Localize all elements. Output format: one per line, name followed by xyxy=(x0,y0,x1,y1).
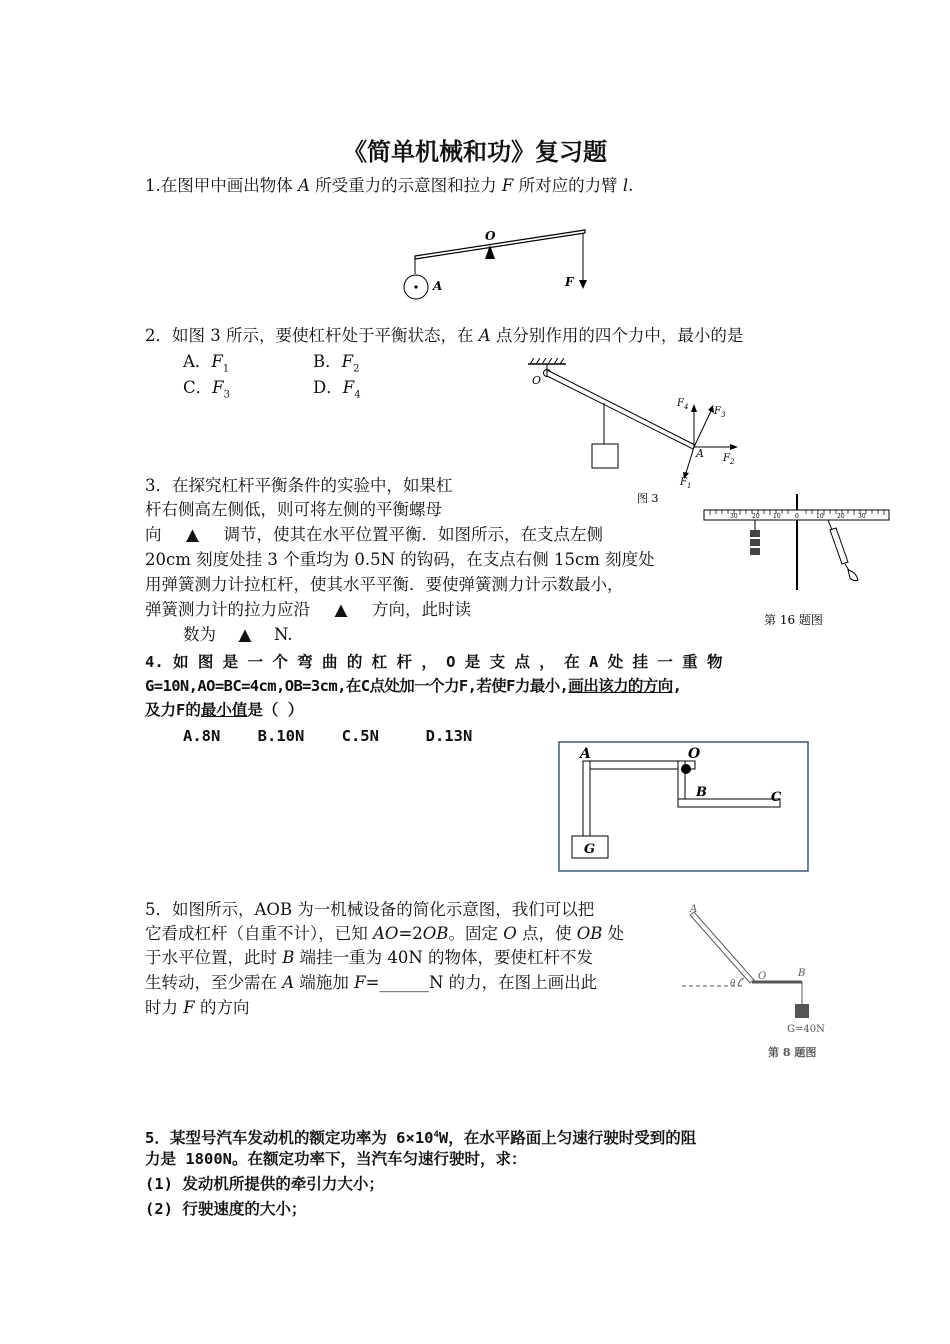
q2-stem: 2．如图 3 所示，要使杠杆处于平衡状态，在 A 点分别作用的四个力中，最小的是 xyxy=(145,326,744,345)
q2-label-a: A xyxy=(696,447,704,460)
q2-label-f2: $F_2$ xyxy=(723,453,735,466)
q3-tick-label: 30 xyxy=(858,513,866,520)
q6-line2: 力是 1800N。在额定功率下，当汽车匀速行驶时，求： xyxy=(145,1150,527,1168)
q3-tick-label: 20 xyxy=(752,513,760,520)
q3-blank-1[interactable]: ▲ xyxy=(186,525,199,544)
q6-line4: (2) 行驶速度的大小； xyxy=(145,1200,307,1218)
q3-tick-label: 10 xyxy=(773,513,781,520)
q2-option-b: B．$F_2$ xyxy=(313,352,360,375)
q4-label-b: B xyxy=(696,785,707,800)
page-title: 《简单机械和功》复习题 xyxy=(343,137,607,166)
q4-options: A.8N B.10N C.5N D.13N xyxy=(183,727,473,745)
q2-label-f4: $F_4$ xyxy=(677,398,689,411)
q2-label-f1: $F_1$ xyxy=(680,477,692,490)
q2-option-a: A．$F_1$ xyxy=(183,352,230,375)
q4-label-o: O xyxy=(688,746,701,762)
q4-bent-lever-figure xyxy=(558,741,810,873)
q5-label-b: B xyxy=(798,968,806,979)
q1-text: 1.在图甲中画出物体 A 所受重力的示意图和拉力 F 所对应的力臂 l. xyxy=(145,176,634,195)
q3-tick-label: 20 xyxy=(837,513,845,520)
q2-caption: 图 3 xyxy=(637,492,659,505)
q3-blank-3[interactable]: ▲ xyxy=(238,625,252,644)
q3-line5: 用弹簧测力计拉杠杆，使其水平平衡．要使弹簧测力计示数最小， xyxy=(145,575,624,594)
q2-label-f3: $F_3$ xyxy=(714,406,726,419)
q1-label-a: A xyxy=(433,279,443,293)
q3-ruler-lever-figure xyxy=(700,490,895,635)
q6-line1: 5．某型号汽车发动机的额定功率为 $6\times 10^4W$，在水平路面上匀速行驶时受到的阻 xyxy=(145,1129,697,1148)
q5-line2: 它看成杠杆（自重不计），已知 AO=2OB。固定 O 点，使 OB 处 xyxy=(145,924,625,943)
q5-line5: 时力 F 的方向 xyxy=(145,998,250,1017)
q1-label-o: O xyxy=(485,229,496,243)
q2-option-d: D．$F_4$ xyxy=(313,378,361,401)
q3-line6: 弹簧测力计的拉力应沿 ▲ 方向，此时读 xyxy=(145,598,471,622)
q4-label-g: G xyxy=(584,842,596,857)
q5-label-g: G=40N xyxy=(787,1024,825,1035)
q3-tick-label: 10 xyxy=(816,513,824,520)
q3-blank-2[interactable]: ▲ xyxy=(334,600,348,619)
q3-line2: 杆右侧高左侧低，则可将左侧的平衡螺母 xyxy=(145,500,442,519)
q3-line7: 数为 ▲ N. xyxy=(183,623,293,647)
q4-line2: G=10N,AO=BC=4cm,OB=3cm,在C点处加一个力F,若使F力最小,画出该力的方向, xyxy=(145,677,682,695)
q2-option-c: C．$F_3$ xyxy=(183,378,230,401)
q3-line1: 3．在探究杠杆平衡条件的实验中，如果杠 xyxy=(145,476,453,495)
q5-lever-figure xyxy=(672,900,842,1068)
q3-tick-label: 0 xyxy=(795,513,799,520)
q4-label-a: A xyxy=(580,746,591,762)
q5-line3: 于水平位置，此时 B 端挂一重为 40N 的物体，要使杠杆不发 xyxy=(145,948,594,967)
q5-label-theta: θ xyxy=(730,979,736,989)
q5-label-a: A xyxy=(690,904,698,915)
q5-line1: 5．如图所示，AOB 为一机械设备的简化示意图，我们可以把 xyxy=(145,900,595,919)
q3-tick-label: 30 xyxy=(730,513,738,520)
q2-lever-figure xyxy=(520,358,750,508)
q4-line1: 4. 如 图 是 一 个 弯 曲 的 杠 杆 ， O 是 支 点 ， 在 A 处 挂 一 重 物 xyxy=(145,653,723,671)
q1-label-f: F xyxy=(565,275,574,289)
q3-caption: 第 16 题图 xyxy=(764,613,823,627)
q5-caption: 第 8 题图 xyxy=(768,1046,817,1059)
q1-lever-figure xyxy=(395,222,595,304)
q3-line3: 向 ▲ 调节，使其在水平位置平衡．如图所示，在支点左侧 xyxy=(145,523,603,547)
q6-line3: (1) 发动机所提供的牵引力大小； xyxy=(145,1175,384,1193)
q3-line4: 20cm 刻度处挂 3 个重均为 0.5N 的钩码，在支点右侧 15cm 刻度处 xyxy=(145,550,655,569)
q5-label-o: O xyxy=(758,971,767,982)
q4-label-c: C xyxy=(771,790,782,805)
q4-line3: 及力F的最小值是（ ） xyxy=(145,701,304,719)
q2-label-o: O xyxy=(532,374,542,387)
q5-line4: 生转动，至少需在 A 端施加 F=______N 的力，在图上画出此 xyxy=(145,973,598,992)
